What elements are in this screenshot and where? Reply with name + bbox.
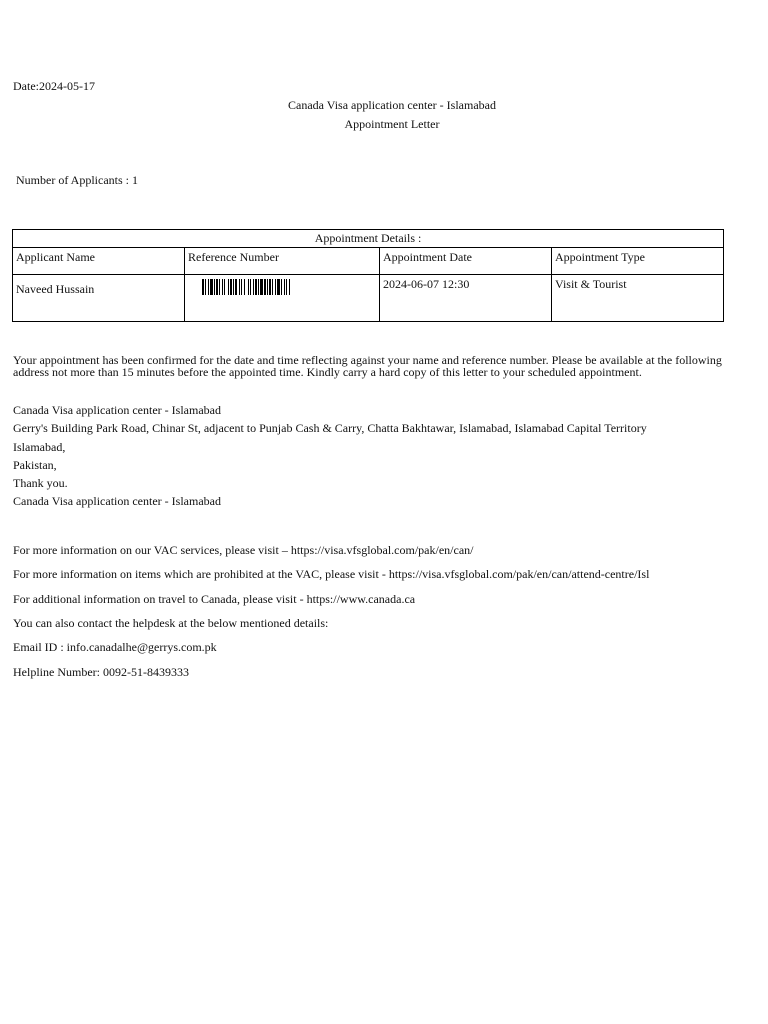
- address-line-2: Gerry's Building Park Road, Chinar St, adjacent to Punjab Cash & Carry, Chatta Bakhtawar, Islamabad, Islamabad Capital Territory: [13, 421, 647, 435]
- cell-reference-number: [185, 275, 380, 322]
- header-appointment-date: Appointment Date: [380, 248, 552, 275]
- date-line: Date:2024-05-17: [13, 79, 95, 93]
- table-row: [13, 275, 724, 322]
- cell-appointment-date: 2024-06-07 12:30: [380, 275, 552, 322]
- email-contact[interactable]: Email ID : info.canadalhe@gerrys.com.pk: [13, 640, 217, 654]
- center-title: Canada Visa application center - Islamabad: [288, 98, 496, 112]
- prohibited-items-link-text[interactable]: For more information on items which are prohibited at the VAC, please visit - https://visa.vfsglobal.com/pak/en/can/attend-centre/Isl: [13, 567, 650, 581]
- signoff: Canada Visa application center - Islamabad: [13, 494, 221, 508]
- header-appointment-type: Appointment Type: [552, 248, 724, 275]
- helpline-number: Helpline Number: 0092-51-8439333: [13, 665, 189, 679]
- header-reference-number: Reference Number: [185, 248, 380, 275]
- table-caption: Appointment Details :: [13, 230, 724, 248]
- thank-you: Thank you.: [13, 476, 68, 490]
- applicants-count: Number of Applicants : 1: [16, 173, 138, 187]
- address-line-1: Canada Visa application center - Islamabad: [13, 403, 221, 417]
- travel-info-link-text[interactable]: For additional information on travel to Canada, please visit - https://www.canada.ca: [13, 592, 416, 606]
- barcode-image: [202, 279, 314, 295]
- header-applicant-name: Applicant Name: [13, 248, 185, 275]
- letter-title: Appointment Letter: [344, 117, 440, 131]
- confirmation-paragraph: Your appointment has been confirmed for the date and time reflecting against your name and reference number. Please be available at the following address not more than 15 minutes before the appointed time. Kindly carry a hard copy of this letter to your scheduled appointment.: [13, 353, 722, 379]
- helpdesk-text: You can also contact the helpdesk at the below mentioned details:: [13, 616, 329, 630]
- appointment-details-table: [12, 229, 724, 322]
- cell-applicant-name: Naveed Hussain: [13, 275, 185, 322]
- address-line-3: Islamabad,: [13, 440, 66, 454]
- cell-appointment-type: Visit & Tourist: [552, 275, 724, 322]
- address-line-4: Pakistan,: [13, 458, 57, 472]
- vac-services-link-text[interactable]: For more information on our VAC services, please visit – https://visa.vfsglobal.com/pak/en/can/: [13, 543, 474, 557]
